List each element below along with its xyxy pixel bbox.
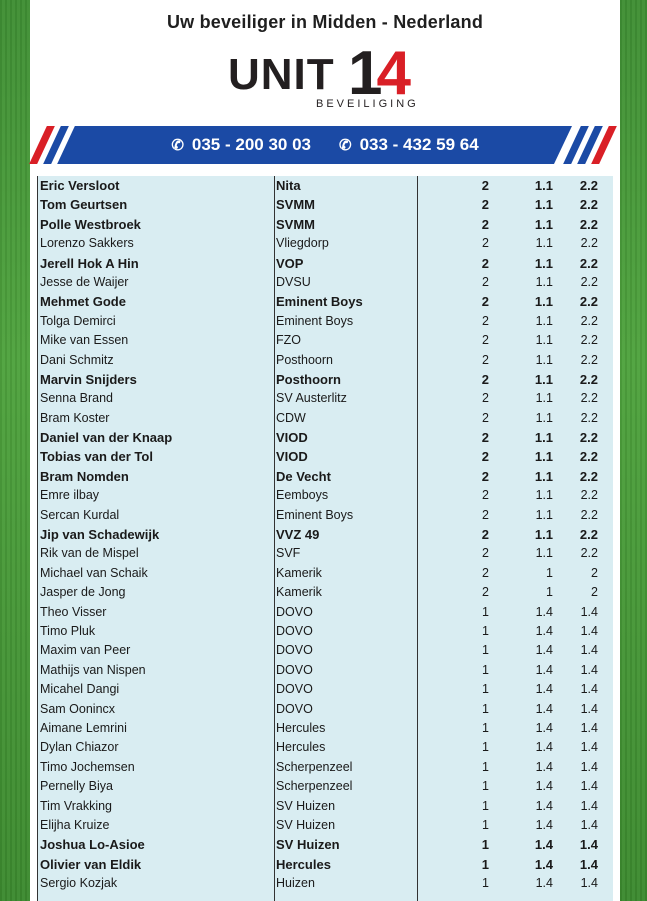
value-c: 1.4 bbox=[580, 682, 598, 697]
club-name: SV Austerlitz bbox=[276, 391, 347, 406]
poster-card bbox=[30, 0, 620, 901]
club-name: SV Huizen bbox=[276, 798, 336, 813]
player-name: Dani Schmitz bbox=[40, 352, 114, 367]
table-row bbox=[37, 738, 613, 757]
player-name: Mike van Essen bbox=[40, 333, 129, 348]
table-row bbox=[37, 351, 613, 370]
table-row bbox=[37, 506, 613, 525]
table-row bbox=[37, 292, 613, 311]
club-name: SV Huizen bbox=[276, 837, 340, 853]
value-b: 1.1 bbox=[535, 391, 553, 406]
value-a: 2 bbox=[482, 507, 489, 522]
phone-number-1: 035 - 200 30 03 bbox=[191, 135, 311, 154]
value-b: 1.1 bbox=[535, 507, 553, 522]
table-row bbox=[37, 603, 613, 622]
table-row bbox=[37, 797, 613, 816]
player-name: Sercan Kurdal bbox=[40, 507, 120, 522]
table-row bbox=[37, 389, 613, 408]
player-name: Daniel van der Knaap bbox=[40, 430, 173, 446]
player-name: Rik van de Mispel bbox=[40, 546, 139, 561]
logo-subtitle: BEVEILIGING bbox=[316, 98, 419, 110]
value-a: 1 bbox=[482, 740, 489, 755]
value-a: 2 bbox=[482, 274, 489, 289]
value-b: 1.1 bbox=[534, 178, 553, 193]
club-name: Nita bbox=[276, 178, 301, 193]
club-name: SVMM bbox=[276, 197, 315, 213]
value-c: 2.2 bbox=[580, 391, 598, 406]
table-row bbox=[37, 583, 613, 602]
table-row bbox=[37, 874, 613, 893]
value-c: 1.4 bbox=[580, 604, 598, 619]
value-c: 2.2 bbox=[579, 294, 598, 310]
club-name: Huizen bbox=[276, 876, 315, 891]
player-name: Bram Nomden bbox=[40, 468, 129, 484]
value-a: 2 bbox=[481, 430, 489, 446]
player-name: Aimane Lemrini bbox=[40, 720, 127, 735]
club-name: VOP bbox=[276, 255, 304, 271]
value-c: 1.4 bbox=[579, 837, 598, 853]
table-row bbox=[37, 195, 613, 214]
player-name: Joshua Lo-Asioe bbox=[40, 837, 145, 853]
logo-digit-one: 1 bbox=[348, 39, 377, 108]
phone-number-2: 033 - 432 59 64 bbox=[359, 135, 479, 154]
value-a: 1 bbox=[482, 779, 489, 794]
value-a: 2 bbox=[482, 352, 489, 367]
value-c: 2.2 bbox=[580, 313, 598, 328]
table-row bbox=[37, 331, 613, 350]
value-c: 1.4 bbox=[580, 817, 598, 832]
value-c: 2.2 bbox=[579, 468, 598, 484]
player-name: Elijha Kruize bbox=[40, 817, 110, 832]
table-row bbox=[37, 525, 613, 544]
value-b: 1.1 bbox=[535, 546, 553, 561]
player-name: Lorenzo Sakkers bbox=[40, 236, 134, 251]
logo-digit-four: 4 bbox=[376, 39, 405, 108]
table-row bbox=[37, 486, 613, 505]
value-a: 2 bbox=[482, 236, 489, 251]
table-row bbox=[37, 176, 613, 195]
table-row bbox=[37, 641, 613, 660]
unit14-logo bbox=[228, 38, 428, 114]
table-row bbox=[37, 758, 613, 777]
club-name: DOVO bbox=[276, 662, 313, 677]
club-name: Kamerik bbox=[276, 565, 322, 580]
phone-icon: ✆ bbox=[171, 137, 184, 154]
value-a: 1 bbox=[481, 856, 489, 872]
phone-item-1[interactable] bbox=[171, 135, 311, 155]
player-name: Sam Oonincx bbox=[40, 701, 116, 716]
player-rows bbox=[37, 176, 613, 893]
value-b: 1.4 bbox=[535, 701, 553, 716]
value-c: 2 bbox=[591, 565, 598, 580]
club-name: Scherpenzeel bbox=[276, 779, 353, 794]
value-a: 2 bbox=[481, 255, 489, 271]
club-name: Kamerik bbox=[276, 585, 322, 600]
value-c: 2.2 bbox=[580, 274, 598, 289]
value-c: 1.4 bbox=[580, 798, 598, 813]
club-name: Scherpenzeel bbox=[276, 759, 353, 774]
player-name: Mehmet Gode bbox=[40, 294, 126, 310]
phone-icon: ✆ bbox=[339, 137, 352, 154]
value-c: 2.2 bbox=[579, 255, 598, 271]
club-name: VVZ 49 bbox=[276, 527, 320, 543]
value-b: 1.1 bbox=[534, 449, 553, 465]
club-name: Hercules bbox=[276, 856, 331, 872]
value-c: 2 bbox=[591, 585, 598, 600]
value-a: 1 bbox=[482, 817, 489, 832]
club-name: DOVO bbox=[276, 604, 313, 619]
value-b: 1.1 bbox=[535, 352, 553, 367]
value-a: 1 bbox=[482, 623, 489, 638]
value-c: 1.4 bbox=[580, 623, 598, 638]
value-c: 1.4 bbox=[580, 876, 598, 891]
club-name: Eminent Boys bbox=[276, 313, 354, 328]
value-b: 1.1 bbox=[535, 488, 553, 503]
table-row bbox=[37, 273, 613, 292]
value-b: 1.4 bbox=[535, 682, 553, 697]
club-name: SV Huizen bbox=[276, 817, 336, 832]
table-row bbox=[37, 234, 613, 253]
value-a: 2 bbox=[481, 371, 489, 387]
table-row bbox=[37, 622, 613, 641]
value-a: 1 bbox=[482, 876, 489, 891]
value-b: 1.4 bbox=[535, 759, 553, 774]
value-b: 1.4 bbox=[535, 876, 553, 891]
table-row bbox=[37, 719, 613, 738]
value-b: 1.4 bbox=[535, 798, 553, 813]
club-name: DVSU bbox=[276, 274, 311, 289]
table-row bbox=[37, 661, 613, 680]
club-name: Eminent Boys bbox=[276, 294, 363, 310]
value-a: 2 bbox=[482, 313, 489, 328]
value-a: 2 bbox=[482, 333, 489, 348]
value-b: 1.4 bbox=[535, 740, 553, 755]
player-name: Jip van Schadewijk bbox=[40, 527, 160, 543]
value-c: 2.2 bbox=[580, 410, 598, 425]
table-row bbox=[37, 680, 613, 699]
table-row bbox=[37, 816, 613, 835]
value-a: 2 bbox=[481, 449, 489, 465]
table-row bbox=[37, 409, 613, 428]
value-c: 1.4 bbox=[580, 779, 598, 794]
value-c: 2.2 bbox=[580, 507, 598, 522]
value-b: 1.4 bbox=[535, 720, 553, 735]
value-b: 1.1 bbox=[535, 313, 553, 328]
value-b: 1.1 bbox=[534, 527, 553, 543]
player-name: Michael van Schaik bbox=[40, 565, 148, 580]
value-b: 1.1 bbox=[535, 410, 553, 425]
value-b: 1 bbox=[546, 565, 553, 580]
table-row bbox=[37, 544, 613, 563]
value-a: 2 bbox=[481, 294, 489, 310]
value-a: 2 bbox=[481, 216, 489, 232]
player-name: Tolga Demirci bbox=[40, 313, 116, 328]
player-name: Jesse de Waijer bbox=[40, 274, 129, 289]
value-c: 2.2 bbox=[579, 216, 598, 232]
value-a: 2 bbox=[482, 565, 489, 580]
value-b: 1.1 bbox=[535, 274, 553, 289]
tagline: Uw beveiliger in Midden - Nederland bbox=[166, 12, 484, 32]
table-row bbox=[37, 835, 613, 854]
value-a: 1 bbox=[482, 798, 489, 813]
club-name: Posthoorn bbox=[276, 352, 333, 367]
value-b: 1.4 bbox=[535, 623, 553, 638]
player-name: Maxim van Peer bbox=[40, 643, 131, 658]
value-b: 1.4 bbox=[534, 856, 553, 872]
club-name: Hercules bbox=[276, 740, 326, 755]
value-c: 1.4 bbox=[580, 643, 598, 658]
value-c: 2.2 bbox=[579, 178, 598, 193]
value-a: 1 bbox=[482, 682, 489, 697]
value-a: 1 bbox=[481, 837, 489, 853]
value-c: 2.2 bbox=[579, 371, 598, 387]
player-name: Jerell Hok A Hin bbox=[40, 255, 139, 271]
value-a: 1 bbox=[482, 701, 489, 716]
table-row bbox=[37, 428, 613, 447]
phone-item-2[interactable] bbox=[339, 135, 479, 155]
value-c: 2.2 bbox=[580, 546, 598, 561]
player-name: Eric Versloot bbox=[40, 178, 120, 193]
value-b: 1 bbox=[546, 585, 553, 600]
value-a: 1 bbox=[482, 662, 489, 677]
club-name: Eminent Boys bbox=[276, 507, 354, 522]
value-a: 2 bbox=[481, 197, 489, 213]
table-row bbox=[37, 215, 613, 234]
value-b: 1.4 bbox=[535, 817, 553, 832]
value-b: 1.1 bbox=[534, 294, 553, 310]
value-c: 1.4 bbox=[580, 759, 598, 774]
club-name: DOVO bbox=[276, 701, 313, 716]
club-name: VIOD bbox=[276, 430, 308, 446]
value-c: 2.2 bbox=[580, 352, 598, 367]
player-name: Mathijs van Nispen bbox=[40, 662, 146, 677]
value-b: 1.1 bbox=[534, 216, 553, 232]
value-c: 1.4 bbox=[580, 720, 598, 735]
value-a: 1 bbox=[482, 643, 489, 658]
value-a: 2 bbox=[482, 488, 489, 503]
value-a: 1 bbox=[482, 720, 489, 735]
value-b: 1.1 bbox=[534, 430, 553, 446]
table-row bbox=[37, 370, 613, 389]
table-row bbox=[37, 467, 613, 486]
club-name: Hercules bbox=[276, 720, 326, 735]
value-c: 1.4 bbox=[579, 856, 598, 872]
logo-word: UNIT bbox=[228, 50, 335, 99]
player-name: Timo Pluk bbox=[40, 623, 96, 638]
club-name: DOVO bbox=[276, 643, 313, 658]
player-name: Tobias van der Tol bbox=[40, 449, 153, 465]
player-name: Theo Visser bbox=[40, 604, 107, 619]
value-b: 1.1 bbox=[534, 468, 553, 484]
value-a: 2 bbox=[482, 391, 489, 406]
player-table bbox=[37, 176, 613, 901]
player-name: Timo Jochemsen bbox=[40, 759, 135, 774]
value-a: 2 bbox=[482, 585, 489, 600]
value-b: 1.4 bbox=[534, 837, 553, 853]
club-name: DOVO bbox=[276, 682, 313, 697]
value-c: 2.2 bbox=[580, 333, 598, 348]
club-name: DOVO bbox=[276, 623, 313, 638]
player-name: Sergio Kozjak bbox=[40, 876, 118, 891]
club-name: SVF bbox=[276, 546, 301, 561]
player-name: Marvin Snijders bbox=[40, 371, 137, 387]
club-name: CDW bbox=[276, 410, 306, 425]
value-b: 1.1 bbox=[534, 255, 553, 271]
player-name: Pernelly Biya bbox=[40, 779, 113, 794]
club-name: Eemboys bbox=[276, 488, 329, 503]
value-b: 1.4 bbox=[535, 643, 553, 658]
value-c: 2.2 bbox=[579, 449, 598, 465]
table-row bbox=[37, 777, 613, 796]
value-b: 1.4 bbox=[535, 604, 553, 619]
value-b: 1.4 bbox=[535, 662, 553, 677]
value-b: 1.1 bbox=[534, 371, 553, 387]
table-row bbox=[37, 447, 613, 466]
player-name: Dylan Chiazor bbox=[40, 740, 119, 755]
value-a: 1 bbox=[482, 759, 489, 774]
club-name: FZO bbox=[276, 333, 301, 348]
value-a: 1 bbox=[482, 604, 489, 619]
value-c: 2.2 bbox=[579, 197, 598, 213]
player-name: Tom Geurtsen bbox=[40, 197, 128, 213]
player-name: Emre ilbay bbox=[40, 488, 100, 503]
value-b: 1.4 bbox=[535, 779, 553, 794]
value-a: 2 bbox=[481, 178, 489, 193]
value-a: 2 bbox=[482, 546, 489, 561]
player-name: Tim Vrakking bbox=[40, 798, 113, 813]
player-name: Olivier van Eldik bbox=[40, 856, 142, 872]
value-a: 2 bbox=[482, 410, 489, 425]
table-row bbox=[37, 564, 613, 583]
player-name: Polle Westbroek bbox=[40, 216, 141, 232]
value-b: 1.1 bbox=[535, 236, 553, 251]
value-c: 2.2 bbox=[579, 430, 598, 446]
table-row bbox=[37, 254, 613, 273]
player-name: Micahel Dangi bbox=[40, 682, 120, 697]
table-row bbox=[37, 700, 613, 719]
value-c: 2.2 bbox=[580, 236, 598, 251]
value-c: 2.2 bbox=[580, 488, 598, 503]
value-b: 1.1 bbox=[534, 197, 553, 213]
player-name: Bram Koster bbox=[40, 410, 110, 425]
value-a: 2 bbox=[481, 527, 489, 543]
table-row bbox=[37, 855, 613, 874]
player-name: Jasper de Jong bbox=[40, 585, 126, 600]
player-name: Senna Brand bbox=[40, 391, 113, 406]
value-c: 1.4 bbox=[580, 740, 598, 755]
club-name: SVMM bbox=[276, 216, 315, 232]
value-c: 1.4 bbox=[580, 701, 598, 716]
value-c: 1.4 bbox=[580, 662, 598, 677]
phone-numbers bbox=[30, 126, 620, 164]
club-name: De Vecht bbox=[276, 468, 331, 484]
value-a: 2 bbox=[481, 468, 489, 484]
value-c: 2.2 bbox=[579, 527, 598, 543]
club-name: VIOD bbox=[276, 449, 308, 465]
value-b: 1.1 bbox=[535, 333, 553, 348]
club-name: Posthoorn bbox=[276, 371, 341, 387]
club-name: Vliegdorp bbox=[276, 236, 329, 251]
table-row bbox=[37, 312, 613, 331]
